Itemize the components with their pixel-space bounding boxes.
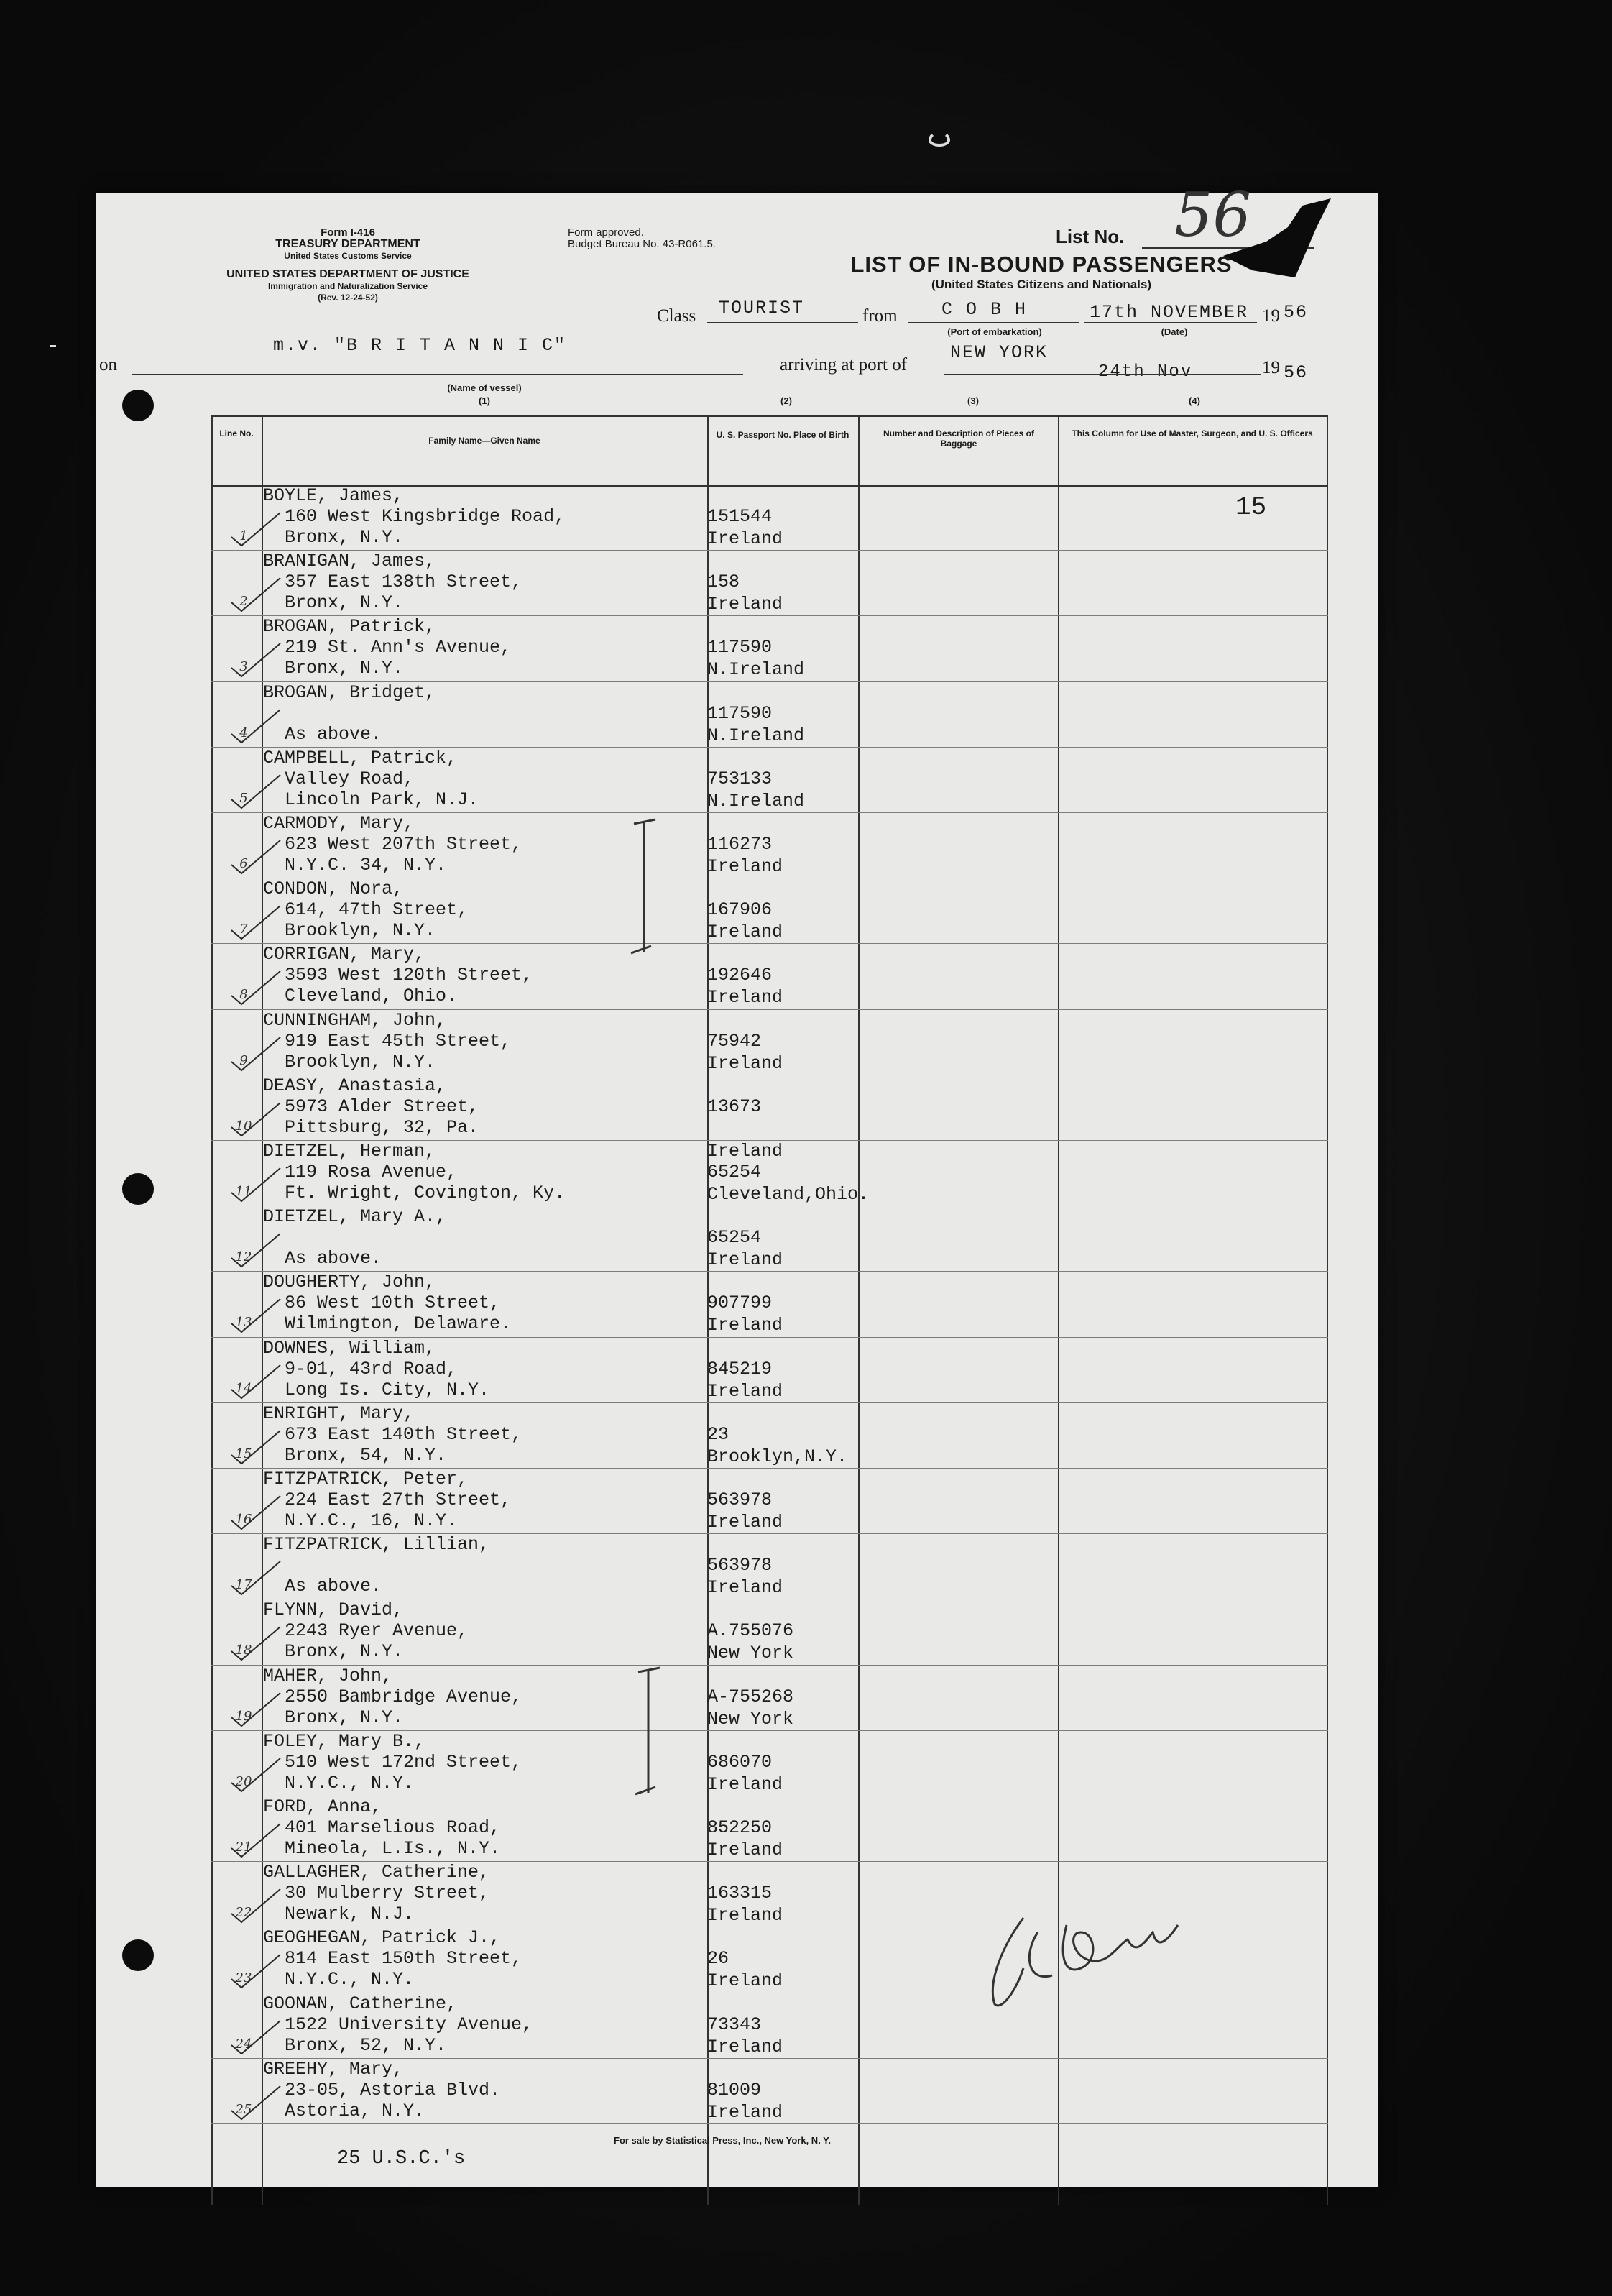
line-number: 12 (235, 1249, 252, 1265)
table-border (211, 415, 1328, 417)
table-row (211, 813, 1328, 878)
line-number: 23 (235, 1970, 252, 1986)
line-number: 24 (235, 2036, 252, 2052)
table-row (211, 1141, 1328, 1206)
passenger-name-address: FITZPATRICK, Lillian, As above. (263, 1534, 490, 1597)
passport-and-birthplace: 117590 N.Ireland (707, 702, 805, 746)
table-row (211, 944, 1328, 1009)
arrival-port-line (944, 374, 1110, 375)
passport-and-birthplace: 907799 Ireland (707, 1292, 783, 1336)
arrival-date-line (1088, 374, 1261, 375)
check-mark-icon (226, 1888, 283, 1924)
table-row (211, 1534, 1328, 1599)
caption-2: (2) (780, 395, 792, 406)
row-divider (211, 2123, 1328, 2124)
form-number: Form I-416 (321, 226, 375, 239)
line-number: 2 (239, 594, 248, 610)
check-mark-icon (226, 642, 283, 678)
passport-and-birthplace: 852250 Ireland (707, 1817, 783, 1860)
line-number: 25 (235, 2101, 252, 2117)
table-row (211, 878, 1328, 944)
check-mark-icon (226, 1691, 283, 1727)
line-number: 4 (239, 725, 248, 740)
punch-hole (122, 1173, 154, 1205)
table-row (211, 1338, 1328, 1403)
passenger-name-address: GALLAGHER, Catherine, 30 Mulberry Street, Newark, N.J. (263, 1862, 490, 1925)
table-row (211, 1010, 1328, 1075)
table-row (211, 1206, 1328, 1272)
punch-hole (122, 1939, 154, 1971)
check-mark-icon (226, 1494, 283, 1530)
treasury-dept: TREASURY DEPARTMENT (275, 238, 420, 250)
line-number: 15 (235, 1446, 252, 1461)
passport-and-birthplace: 192646 Ireland (707, 965, 783, 1009)
inspector-signature (973, 1904, 1182, 2011)
check-mark-icon (226, 1232, 283, 1268)
form-approved: Form approved. (568, 226, 644, 239)
vessel-name: m.v. "B R I T A N N I C" (273, 335, 567, 356)
passenger-name-address: BRANIGAN, James, 357 East 138th Street, Bronx, N.Y. (263, 551, 522, 614)
col-baggage: Number and Description of Pieces of Baggage (883, 428, 1035, 449)
passport-and-birthplace: 65254 Cleveland,Ohio. (707, 1162, 870, 1205)
class-label: Class (657, 306, 696, 326)
date-of-embarkation: 17th NOVEMBER (1090, 302, 1249, 323)
line-number: 17 (235, 1577, 252, 1593)
table-row (211, 1796, 1328, 1862)
port-line (908, 322, 1079, 323)
passenger-name-address: FORD, Anna, 401 Marselious Road, Mineola, L.Is., N.Y. (263, 1796, 501, 1859)
check-mark-icon (226, 511, 283, 547)
passport-and-birthplace: 163315 Ireland (707, 1883, 783, 1927)
form-subtitle: (United States Citizens and Nationals) (931, 277, 1152, 291)
revision: (Rev. 12-24-52) (318, 293, 378, 303)
port-of-embarkation: C O B H (941, 299, 1028, 320)
passenger-name-address: DIETZEL, Herman, 119 Rosa Avenue, Ft. Wright, Covington, Ky. (263, 1141, 566, 1203)
check-mark-icon (226, 904, 283, 940)
class-line (707, 322, 858, 323)
table-row (211, 1403, 1328, 1469)
caption-3: (3) (967, 395, 979, 406)
passport-and-birthplace: A-755268 New York (707, 1686, 794, 1730)
line-number: 16 (235, 1512, 252, 1527)
list-no-label: List No. (1056, 226, 1125, 247)
passport-and-birthplace: A.755076 New York (707, 1620, 794, 1664)
line-number: 11 (235, 1184, 252, 1199)
line-number: 19 (235, 1708, 252, 1724)
passenger-name-address: GREEHY, Mary, 23-05, Astoria Blvd. Astoria, N.Y. (263, 2058, 501, 2121)
date-line (1084, 322, 1257, 323)
passport-and-birthplace: 151544 Ireland (707, 506, 783, 549)
passport-and-birthplace: 65254 Ireland (707, 1227, 783, 1271)
check-mark-icon (226, 1625, 283, 1661)
check-mark-icon (226, 708, 283, 744)
passport-and-birthplace: 563978 Ireland (707, 1555, 783, 1599)
table-row (211, 1599, 1328, 1665)
printer-note: For sale by Statistical Press, Inc., New York, N. Y. (614, 2135, 832, 2146)
line-number: 6 (239, 856, 248, 871)
table-row (211, 2059, 1328, 2124)
passenger-name-address: DEASY, Anastasia, 5973 Alder Street, Pittsburg, 32, Pa. (263, 1075, 479, 1138)
port-caption: (Port of embarkation) (947, 326, 1042, 337)
year-prefix: 19 (1262, 306, 1280, 326)
passport-and-birthplace: 13673 Ireland (707, 1096, 783, 1162)
passenger-name-address: FLYNN, David, 2243 Ryer Avenue, Bronx, N.Y. (263, 1599, 469, 1663)
passport-and-birthplace: 73343 Ireland (707, 2013, 783, 2057)
arrival-date: 24th Nov (1098, 362, 1193, 382)
passenger-name-address: CORRIGAN, Mary, 3593 West 120th Street, Cleveland, Ohio. (263, 944, 533, 1007)
passport-and-birthplace: 117590 N.Ireland (707, 637, 805, 681)
check-mark-icon (226, 1560, 283, 1596)
col-officers: This Column for Use of Master, Surgeon, and U. S. Officers (1072, 428, 1313, 438)
check-mark-icon (226, 1364, 283, 1400)
table-row (211, 485, 1328, 551)
passenger-name-address: FOLEY, Mary B., 510 West 172nd Street, N.Y.C., N.Y. (263, 1730, 522, 1794)
arrival-port: NEW YORK (950, 342, 1049, 363)
passenger-name-address: DOWNES, William, 9-01, 43rd Road, Long Is. City, N.Y. (263, 1337, 490, 1400)
check-mark-icon (226, 1953, 283, 1989)
passport-and-birthplace: 845219 Ireland (707, 1358, 783, 1402)
passenger-name-address: ENRIGHT, Mary, 673 East 140th Street, Bronx, 54, N.Y. (263, 1402, 522, 1466)
budget-bureau: Budget Bureau No. 43-R061.5. (568, 238, 716, 250)
col-passport: U. S. Passport No. Place of Birth (716, 430, 849, 440)
bracket-mark (632, 1666, 668, 1796)
passenger-name-address: CAMPBELL, Patrick, Valley Road, Lincoln Park, N.J. (263, 747, 479, 810)
passenger-name-address: DOUGHERTY, John, 86 West 10th Street, Wilmington, Delaware. (263, 1272, 512, 1335)
passenger-name-address: CARMODY, Mary, 623 West 207th Street, N.Y.C. 34, N.Y. (263, 813, 522, 876)
line-number: 1 (239, 528, 248, 543)
form-title: LIST OF IN-BOUND PASSENGERS (850, 252, 1233, 277)
line-number: 14 (235, 1380, 252, 1396)
scan-artifact (50, 345, 56, 347)
citizen-count: 25 U.S.C.'s (337, 2148, 466, 2169)
table-row (211, 551, 1328, 616)
passenger-name-address: DIETZEL, Mary A., As above. (263, 1206, 447, 1269)
table-row (211, 748, 1328, 813)
table-row (211, 1731, 1328, 1796)
caption-4: (4) (1189, 395, 1200, 406)
passenger-name-address: CUNNINGHAM, John, 919 East 45th Street, Brooklyn, N.Y. (263, 1009, 512, 1073)
punch-hole (122, 390, 154, 421)
check-mark-icon (226, 1101, 283, 1137)
table-row (211, 1075, 1328, 1162)
check-mark-icon (226, 1757, 283, 1793)
table-row (211, 1666, 1328, 1731)
caption-1: (1) (479, 395, 490, 406)
check-mark-icon (226, 577, 283, 612)
passenger-name-address: CONDON, Nora, 614, 47th Street, Brooklyn, N.Y. (263, 878, 469, 942)
line-number: 3 (239, 659, 248, 675)
year-embark: 56 (1284, 302, 1309, 323)
table-row (211, 616, 1328, 681)
check-mark-icon (226, 2019, 283, 2055)
passport-and-birthplace: 75942 Ireland (707, 1030, 783, 1074)
passenger-name-address: BOYLE, James, 160 West Kingsbridge Road, Bronx, N.Y. (263, 485, 566, 548)
table-row (211, 1272, 1328, 1337)
check-mark-icon (226, 1167, 283, 1203)
check-mark-icon (226, 2085, 283, 2121)
col-line-no: Line No. (219, 428, 254, 438)
passenger-name-address: MAHER, John, 2550 Bambridge Avenue, Bronx, N.Y. (263, 1665, 522, 1728)
passenger-list-form (96, 180, 1378, 2187)
customs-service: United States Customs Service (284, 251, 412, 261)
year-arrive: 56 (1284, 362, 1309, 383)
line-number: 22 (235, 1905, 252, 1921)
year-prefix-2: 19 (1262, 358, 1280, 377)
bracket-mark (628, 818, 664, 955)
passport-and-birthplace: 167906 Ireland (707, 899, 783, 943)
passport-and-birthplace: 753133 N.Ireland (707, 768, 805, 812)
passport-and-birthplace: 81009 Ireland (707, 2079, 783, 2123)
arriving-label: arriving at port of (780, 355, 908, 375)
passport-and-birthplace: 26 Ireland (707, 1948, 783, 1992)
check-mark-icon (226, 773, 283, 809)
officer-note: 15 (1235, 492, 1267, 522)
passenger-name-address: GEOGHEGAN, Patrick J., 814 East 150th Street, N.Y.C., N.Y. (263, 1927, 522, 1990)
passenger-name-address: BROGAN, Patrick, 219 St. Ann's Avenue, Bronx, N.Y. (263, 616, 512, 679)
class-value: TOURIST (719, 298, 805, 318)
on-label: on (99, 355, 117, 375)
passport-and-birthplace: 686070 Ireland (707, 1751, 783, 1795)
list-number: 56 (1174, 180, 1251, 250)
scan-artifact (929, 131, 950, 147)
vessel-line (132, 374, 743, 375)
passport-and-birthplace: 563978 Ireland (707, 1489, 783, 1533)
passport-and-birthplace: 116273 Ireland (707, 834, 783, 877)
vessel-caption: (Name of vessel) (447, 382, 522, 393)
date-caption: (Date) (1161, 326, 1188, 337)
check-mark-icon (226, 1822, 283, 1858)
line-number: 5 (239, 790, 248, 806)
from-label: from (862, 306, 898, 326)
check-mark-icon (226, 1036, 283, 1072)
line-number: 9 (239, 1052, 248, 1068)
check-mark-icon (226, 1429, 283, 1465)
line-number: 7 (239, 922, 248, 937)
check-mark-icon (226, 1298, 283, 1333)
check-mark-icon (226, 839, 283, 875)
line-number: 20 (235, 1773, 252, 1789)
table-row (211, 1469, 1328, 1534)
passenger-name-address: BROGAN, Bridget, As above. (263, 681, 436, 745)
passenger-name-address: GOONAN, Catherine, 1522 University Avenue, Bronx, 52, N.Y. (263, 1993, 533, 2056)
line-number: 8 (239, 987, 248, 1003)
col-name: Family Name—Given Name (428, 436, 540, 446)
table-row (211, 682, 1328, 748)
passport-and-birthplace: 23 Brooklyn,N.Y. (707, 1423, 848, 1467)
passenger-name-address: FITZPATRICK, Peter, 224 East 27th Street, N.Y.C., 16, N.Y. (263, 1469, 512, 1531)
line-number: 13 (235, 1315, 252, 1331)
immigration-service: Immigration and Naturalization Service (267, 281, 428, 291)
justice-dept: UNITED STATES DEPARTMENT OF JUSTICE (226, 268, 469, 280)
line-number: 21 (235, 1840, 252, 1855)
line-number: 10 (235, 1118, 252, 1134)
check-mark-icon (226, 970, 283, 1006)
line-number: 18 (235, 1643, 252, 1658)
passport-and-birthplace: 158 Ireland (707, 571, 783, 615)
